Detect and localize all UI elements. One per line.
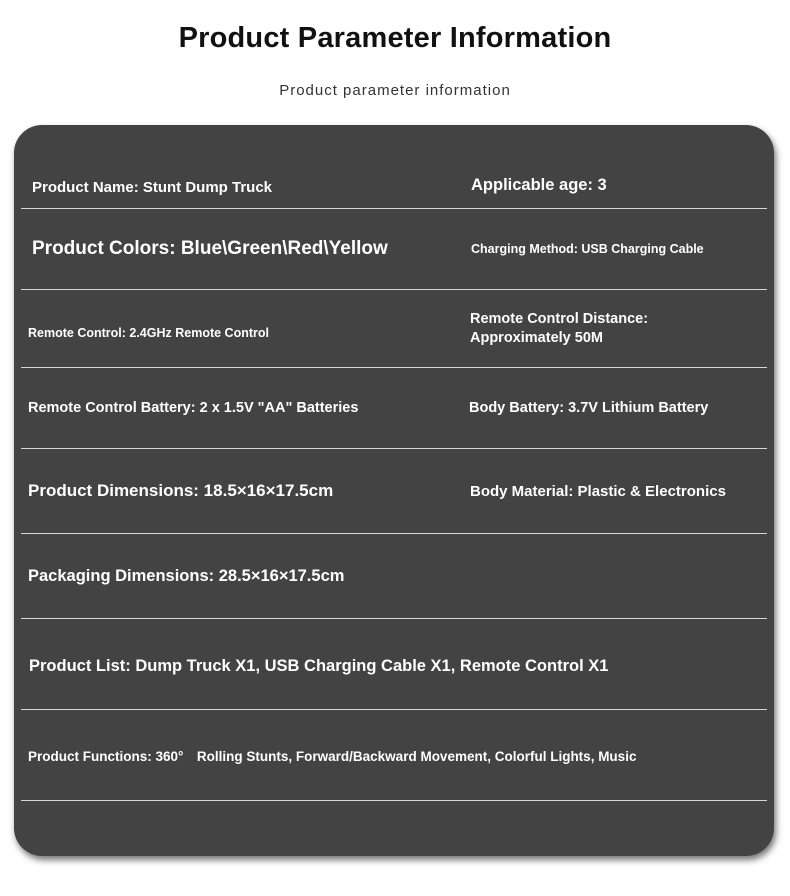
param-row <box>21 449 767 534</box>
product-name: Product Name: Stunt Dump Truck <box>32 179 273 196</box>
param-row <box>21 209 767 290</box>
param-row <box>21 125 767 209</box>
body-battery: Body Battery: 3.7V Lithium Battery <box>469 400 709 416</box>
body-material: Body Material: Plastic & Electronics <box>470 482 726 500</box>
product-list: Product List: Dump Truck X1, USB Charging Cable X1, Remote Control X1 <box>29 656 609 675</box>
product-dimensions: Product Dimensions: 18.5×16×17.5cm <box>28 481 334 500</box>
remote-distance: Remote Control Distance: Approximately 50M <box>470 310 649 346</box>
applicable-age: Applicable age: 3 <box>471 176 607 194</box>
page-subtitle: Product parameter information <box>279 82 511 99</box>
param-row <box>21 534 767 619</box>
charging-method: Charging Method: USB Charging Cable <box>471 242 704 256</box>
param-row <box>21 368 767 449</box>
remote-battery: Remote Control Battery: 2 x 1.5V "AA" Batteries <box>28 400 359 416</box>
parameter-card <box>14 125 774 856</box>
param-row <box>21 290 767 368</box>
packaging-dimensions: Packaging Dimensions: 28.5×16×17.5cm <box>28 566 345 585</box>
param-row <box>21 619 767 710</box>
product-functions: Product Functions: 360° Rolling Stunts, Forward/Backward Movement, Colorful Lights, Music <box>28 749 637 764</box>
param-row <box>21 710 767 801</box>
remote-control: Remote Control: 2.4GHz Remote Control <box>28 325 269 340</box>
product-colors: Product Colors: Blue\Green\Red\Yellow <box>32 238 388 259</box>
page-title: Product Parameter Information <box>178 22 612 54</box>
